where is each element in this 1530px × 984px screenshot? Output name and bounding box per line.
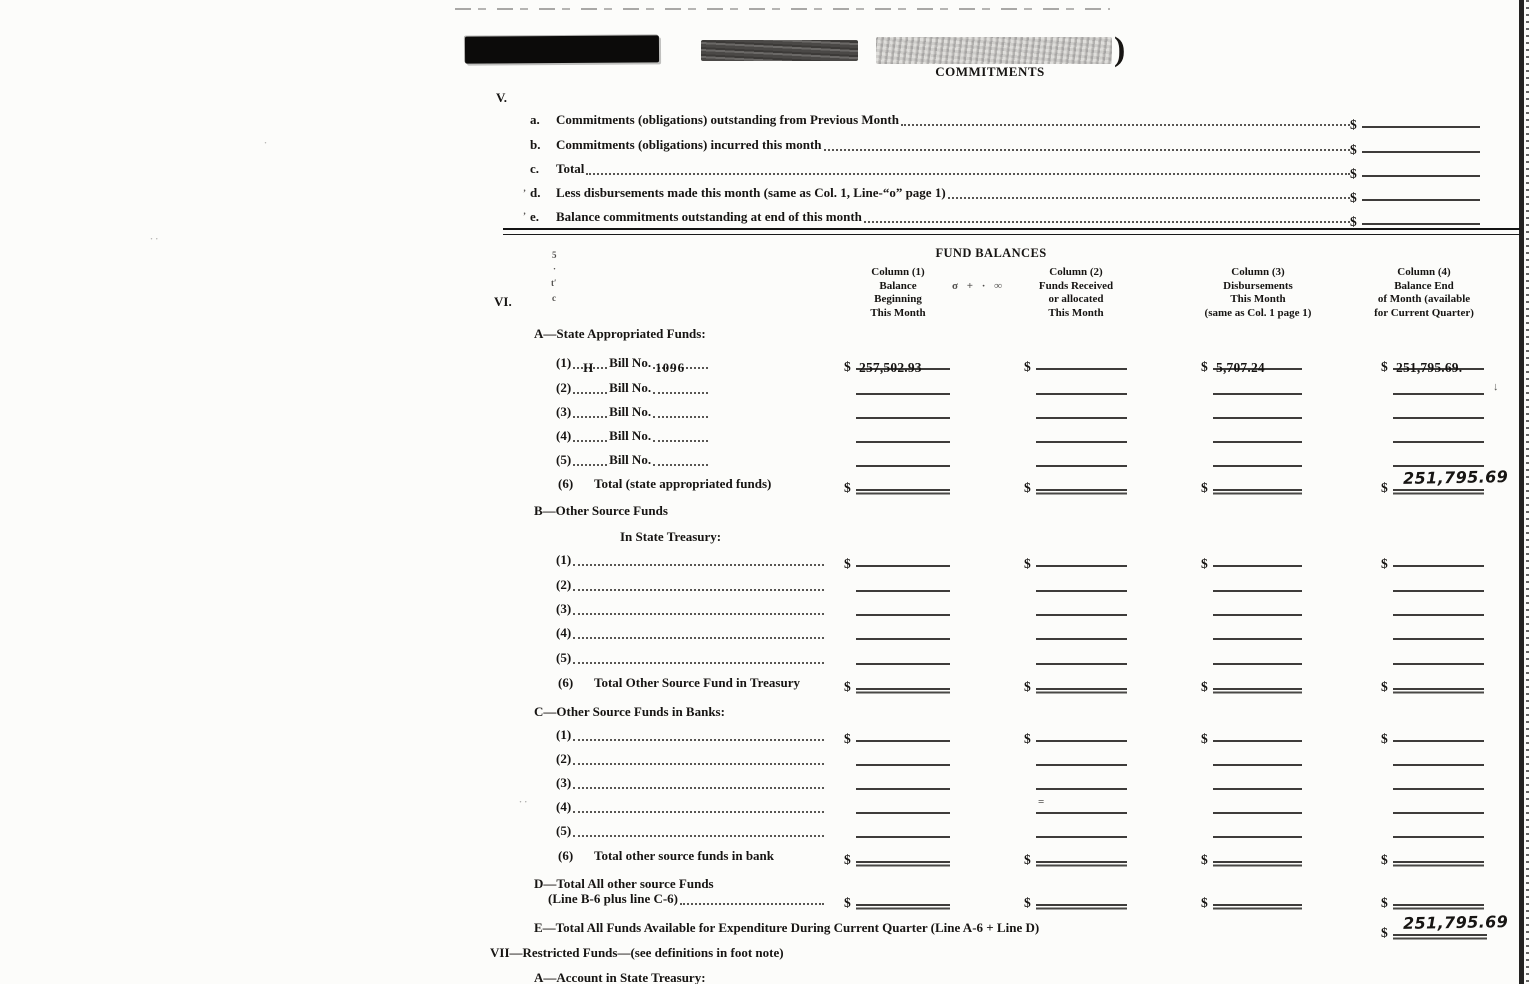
row-letter: c. (530, 161, 540, 176)
amount-cell-a2-col1 (856, 393, 950, 395)
dollar-sign: $ (1381, 556, 1388, 571)
dotted-leader (573, 589, 824, 591)
bank-row-1 (556, 726, 826, 742)
dotted-leader (948, 197, 1350, 199)
bank-row-2 (556, 750, 826, 766)
bill-row-3 (556, 403, 710, 419)
scan-speck: · (264, 138, 268, 148)
amount-cell-c2-col2 (1036, 764, 1127, 766)
amount-cell-b1-col3 (1201, 556, 1302, 571)
amount-cell-c2-col1 (856, 764, 950, 766)
bill-row-1 (556, 354, 710, 375)
amount-cell-d-col1 (844, 895, 950, 910)
dollar-sign: $ (1201, 359, 1208, 374)
amount-cell-a3-col3 (1213, 417, 1302, 419)
amount-cell-b2-col3 (1213, 590, 1302, 592)
dollar-sign: $ (1201, 852, 1208, 867)
column-header-line: Disbursements (1223, 279, 1293, 292)
dollar-sign: $ (844, 895, 851, 910)
column-3-header (1176, 266, 1340, 320)
row-text: Commitments (obligations) outstanding from Previous Month (556, 112, 899, 127)
amount-cell-a1-col4 (1381, 359, 1484, 375)
amount-cell-b6-col3 (1201, 679, 1302, 694)
column-header-line: This Month (870, 306, 926, 319)
dollar-sign: $ (1381, 679, 1388, 694)
dotted-leader (586, 173, 1350, 175)
dotted-leader (864, 221, 1350, 223)
tick-artifact: ’ (523, 188, 526, 198)
section-e-text: E—Total All Funds Available for Expenditure During Current Quarter (Line A-6 + Line D) (534, 920, 1040, 935)
amount-cell-c6-col2 (1024, 852, 1127, 867)
bank-row-5 (556, 822, 826, 838)
amount-cell-b6-col4 (1381, 679, 1484, 694)
treasury-row-4 (556, 624, 826, 640)
bill-no-label: Bill No. (609, 404, 652, 419)
dollar-sign: $ (1024, 679, 1031, 694)
dollar-sign: $ (1024, 480, 1031, 495)
dollar-sign: $ (1350, 190, 1357, 205)
amount-cell-a2-col2 (1036, 393, 1127, 395)
scan-speck: · · (519, 797, 528, 807)
bill-row-4 (556, 427, 710, 443)
section-v-label: V. (496, 90, 507, 105)
dollar-sign: $ (1201, 679, 1208, 694)
amount-cell-c5-col2 (1036, 836, 1127, 838)
amount-cell-a1-col3 (1201, 359, 1302, 375)
amount-cell-a6-col4 (1381, 467, 1509, 495)
commitment-row-e (530, 208, 1352, 224)
dollar-sign: $ (1024, 556, 1031, 571)
column-4-header (1342, 266, 1506, 320)
amount-cell-b2-col1 (856, 590, 950, 592)
dollar-sign: $ (1024, 731, 1031, 746)
row-text: Less disbursements made this month (same as Col. 1, Line-“o” page 1) (556, 185, 946, 200)
dollar-sign: $ (1350, 117, 1357, 132)
row-letter: b. (530, 137, 541, 152)
dollar-sign: $ (844, 679, 851, 694)
total-a-number: (6) (558, 476, 574, 491)
dollar-sign: $ (1201, 895, 1208, 910)
amount-cell-d-col3 (1201, 895, 1302, 910)
amount-cell-c6-col1 (844, 852, 950, 867)
amount-cell-b3-col2 (1036, 614, 1127, 616)
amount-cell-a3-col4 (1393, 417, 1484, 419)
dotted-leader (901, 124, 1350, 126)
amount-cell-a4-col2 (1036, 441, 1127, 443)
row-number: (5) (556, 823, 572, 838)
dollar-sign: $ (1024, 852, 1031, 867)
amount-cell-b1-col4 (1381, 556, 1484, 571)
bill-no-label: Bill No. (609, 355, 652, 370)
column-header-line: This Month (1048, 306, 1104, 319)
dollar-sign: $ (1381, 925, 1388, 940)
scan-speck: · · (150, 234, 159, 244)
amount-cell-a6-col3 (1201, 480, 1302, 495)
margin-mark: 5 (552, 250, 557, 260)
amount-cell-a5-col2 (1036, 465, 1127, 467)
amount-cell-b4-col4 (1393, 638, 1484, 640)
amount-cell-a3-col2 (1036, 417, 1127, 419)
amount-cell-a1-col1 (844, 359, 950, 375)
amount-cell-e-col4 (1381, 912, 1509, 940)
dollar-sign: $ (1024, 359, 1031, 374)
amount-cell-b2-col4 (1393, 590, 1484, 592)
dotted-leader (680, 903, 824, 905)
column-header-line: Column (4) (1397, 266, 1451, 278)
row-letter: e. (530, 209, 540, 224)
amount-cell-a1-col2 (1024, 359, 1127, 374)
section-d-subheading: (Line B-6 plus line C-6) (548, 891, 679, 906)
stray-handwritten-mark: = (1038, 796, 1045, 808)
dotted-leader (824, 149, 1350, 151)
amount-cell-c1-col4 (1381, 731, 1484, 746)
page-edge-dots (1526, 0, 1529, 984)
dollar-sign: $ (1201, 556, 1208, 571)
fund-balances-title: FUND BALANCES (935, 246, 1047, 260)
dotted-leader (573, 835, 824, 837)
redaction-block-3 (876, 37, 1112, 64)
row-number: (3) (556, 404, 572, 419)
section-d-heading: D—Total All other source Funds (534, 876, 714, 891)
row-letter: a. (530, 112, 540, 127)
bill-row-5 (556, 451, 710, 467)
dollar-sign: $ (1381, 852, 1388, 867)
row-number: (3) (556, 601, 572, 616)
amount-cell-a4-col4 (1393, 441, 1484, 443)
amount-cell-c2-col3 (1213, 764, 1302, 766)
column-header-line: This Month (1230, 293, 1286, 305)
amount-cell-vd (1350, 190, 1480, 205)
amount-cell-a5-col1 (856, 465, 950, 467)
dollar-sign: $ (844, 852, 851, 867)
dotted-leader (573, 392, 607, 394)
amount-cell-a6-col1 (844, 480, 950, 495)
dollar-sign: $ (1350, 166, 1357, 181)
row-text: Total (556, 161, 585, 176)
bank-row-3 (556, 774, 826, 790)
amount-cell-d-col2 (1024, 895, 1127, 910)
amount-cell-vb (1350, 142, 1480, 157)
scan-top-dashed-line (455, 8, 1110, 10)
row-number: (4) (556, 799, 572, 814)
bill-no-label: Bill No. (609, 452, 652, 467)
handwritten-annotation: σ + · ∞ (952, 280, 1006, 292)
dotted-leader (573, 613, 824, 615)
row-number: (1) (556, 552, 572, 567)
section-b-heading: B—Other Source Funds (534, 503, 668, 518)
row-number: (1) (556, 355, 572, 370)
amount-cell-c3-col2 (1036, 788, 1127, 790)
amount-cell-a2-col3 (1213, 393, 1302, 395)
dotted-leader (573, 564, 824, 566)
dotted-leader (573, 787, 824, 789)
row-text: Balance commitments outstanding at end of this month (556, 209, 862, 224)
dotted-leader (573, 662, 824, 664)
dotted-leader (573, 763, 824, 765)
row-number: (2) (556, 751, 572, 766)
handwritten-amount: 251,795.69 (1402, 467, 1509, 488)
amount-cell-b3-col1 (856, 614, 950, 616)
bill-no-label: Bill No. (609, 428, 652, 443)
commitment-row-a (530, 111, 1352, 127)
amount-cell-b6-col2 (1024, 679, 1127, 694)
amount-cell-c2-col4 (1393, 764, 1484, 766)
amount-cell-b2-col2 (1036, 590, 1127, 592)
amount-cell-b5-col3 (1213, 663, 1302, 665)
dollar-sign: $ (1381, 480, 1388, 495)
column-header-line: Column (3) (1231, 266, 1285, 278)
amount-cell-c4-col4 (1393, 812, 1484, 814)
dotted-leader (653, 392, 708, 394)
amount-cell-b6-col1 (844, 679, 950, 694)
row-number: (3) (556, 775, 572, 790)
column-header-line: Beginning (874, 293, 922, 305)
amount-cell-b4-col1 (856, 638, 950, 640)
amount-cell-b4-col2 (1036, 638, 1127, 640)
redaction-block-2 (701, 40, 858, 61)
amount-cell-vc (1350, 166, 1480, 181)
section-vii-heading: VII—Restricted Funds—(see definitions in foot note) (490, 945, 784, 960)
dollar-sign: $ (1381, 895, 1388, 910)
row-number: (4) (556, 625, 572, 640)
margin-mark: · (553, 264, 557, 274)
column-2-header (1004, 266, 1148, 320)
amount-cell-c5-col1 (856, 836, 950, 838)
amount-cell-b5-col4 (1393, 663, 1484, 665)
row-number: (5) (556, 650, 572, 665)
bank-row-4 (556, 798, 826, 814)
bracket-mark: ) (1114, 31, 1126, 68)
column-header-line: Funds Received (1038, 279, 1114, 292)
column-header-line: Balance End (1394, 279, 1454, 292)
treasury-row-2 (556, 576, 826, 592)
dotted-leader (573, 416, 607, 418)
section-c-heading: C—Other Source Funds in Banks: (534, 704, 725, 719)
section-d-subrow (548, 890, 826, 906)
dollar-sign: $ (1381, 731, 1388, 746)
amount-cell-a6-col2 (1024, 480, 1127, 495)
section-vi-label: VI. (494, 294, 512, 309)
amount-cell-c3-col4 (1393, 788, 1484, 790)
row-number: (1) (556, 727, 572, 742)
amount-cell-a2-col4 (1393, 393, 1484, 395)
amount-cell-c4-col1 (856, 812, 950, 814)
dotted-leader (573, 440, 607, 442)
amount-cell-ve (1350, 214, 1480, 229)
dotted-leader (573, 360, 607, 375)
row-text: Commitments (obligations) incurred this month (556, 137, 822, 152)
dollar-sign: $ (844, 359, 851, 374)
dollar-sign: $ (1350, 142, 1357, 157)
amount-cell-c5-col4 (1393, 836, 1484, 838)
typed-amount: 257,502.93 (859, 360, 922, 375)
commitments-title: COMMITMENTS (935, 64, 1045, 79)
section-divider-double-rule (503, 228, 1520, 235)
typed-amount: 5,707.24 (1216, 360, 1265, 375)
column-header-line: (same as Col. 1 page 1) (1204, 306, 1312, 319)
typed-amount: 251,795.69. (1396, 360, 1463, 375)
bill-no-label: Bill No. (609, 380, 652, 395)
total-c-number: (6) (558, 848, 574, 863)
column-1-header (826, 266, 970, 320)
dotted-leader (653, 440, 708, 442)
amount-cell-d-col4 (1381, 895, 1484, 910)
amount-cell-b5-col2 (1036, 663, 1127, 665)
dollar-sign: $ (1024, 895, 1031, 910)
amount-cell-a5-col4 (1393, 465, 1484, 467)
commitment-row-b (530, 136, 1352, 152)
amount-cell-c4-col2 (1036, 812, 1127, 814)
amount-cell-c4-col3 (1213, 812, 1302, 814)
row-number: (4) (556, 428, 572, 443)
dollar-sign: $ (844, 480, 851, 495)
total-a-label: Total (state appropriated funds) (594, 476, 772, 491)
row-letter: d. (530, 185, 541, 200)
dollar-sign: $ (844, 731, 851, 746)
column-header-line: Column (2) (1049, 266, 1103, 278)
amount-cell-c1-col2 (1024, 731, 1127, 746)
written-entry: H (583, 360, 594, 375)
tick-artifact: ’ (523, 211, 526, 221)
row-number: (2) (556, 380, 572, 395)
amount-cell-b3-col3 (1213, 614, 1302, 616)
dotted-leader (573, 637, 824, 639)
treasury-row-3 (556, 600, 826, 616)
amount-cell-c1-col3 (1201, 731, 1302, 746)
dotted-leader (653, 416, 708, 418)
margin-mark: t′ (551, 278, 557, 288)
amount-cell-c6-col3 (1201, 852, 1302, 867)
handwritten-amount: 251,795.69 (1402, 912, 1509, 933)
commitment-row-c (530, 160, 1352, 176)
bill-number-entry: 1096 (655, 360, 686, 375)
section-b-subheading: In State Treasury: (620, 529, 722, 544)
total-b-label: Total Other Source Fund in Treasury (594, 675, 800, 690)
column-header-line: for Current Quarter) (1374, 306, 1474, 319)
dollar-sign: $ (1381, 359, 1388, 374)
amount-cell-b3-col4 (1393, 614, 1484, 616)
arrow-artifact: ↓ (1493, 381, 1499, 393)
amount-cell-a3-col1 (856, 417, 950, 419)
total-b-number: (6) (558, 675, 574, 690)
treasury-row-5 (556, 649, 826, 665)
dollar-sign: $ (1350, 214, 1357, 229)
amount-cell-b4-col3 (1213, 638, 1302, 640)
margin-mark: c (552, 293, 556, 303)
dotted-leader (573, 739, 824, 741)
column-header-line: of Month (available (1377, 293, 1471, 305)
amount-cell-va (1350, 117, 1480, 132)
section-a-heading: A—State Appropriated Funds: (534, 326, 706, 341)
amount-cell-c5-col3 (1213, 836, 1302, 838)
amount-cell-a4-col1 (856, 441, 950, 443)
dotted-leader (573, 811, 824, 813)
total-c-label: Total other source funds in bank (594, 848, 775, 863)
dollar-sign: $ (844, 556, 851, 571)
row-number: (2) (556, 577, 572, 592)
bill-row-2 (556, 379, 710, 395)
dotted-leader (653, 464, 708, 466)
dollar-sign: $ (1201, 480, 1208, 495)
amount-cell-c3-col3 (1213, 788, 1302, 790)
page-right-edge (1519, 0, 1524, 984)
dotted-leader (653, 360, 708, 375)
amount-cell-a5-col3 (1213, 465, 1302, 467)
amount-cell-b1-col2 (1024, 556, 1127, 571)
dotted-leader (573, 464, 607, 466)
amount-cell-b5-col1 (856, 663, 950, 665)
redaction-block-1 (465, 35, 659, 63)
row-number: (5) (556, 452, 572, 467)
treasury-row-1 (556, 551, 826, 567)
column-header-line: Column (1) (871, 266, 925, 278)
amount-cell-c1-col1 (844, 731, 950, 746)
commitment-row-d (530, 184, 1352, 200)
section-vii-subheading: A—Account in State Treasury: (534, 970, 706, 984)
amount-cell-a4-col3 (1213, 441, 1302, 443)
amount-cell-b1-col1 (844, 556, 950, 571)
column-header-line: or allocated (1048, 293, 1104, 305)
amount-cell-c6-col4 (1381, 852, 1484, 867)
amount-cell-c3-col1 (856, 788, 950, 790)
dollar-sign: $ (1201, 731, 1208, 746)
column-header-line: Balance (879, 279, 917, 292)
